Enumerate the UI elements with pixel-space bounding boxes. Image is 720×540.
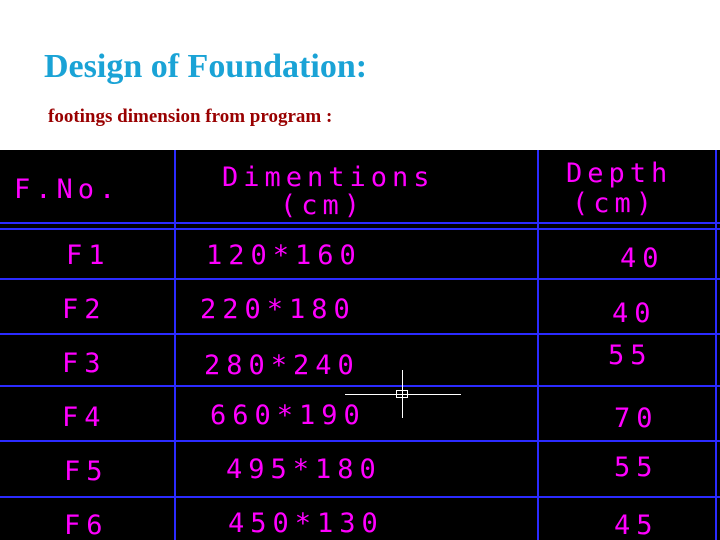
row-divider: [0, 228, 720, 230]
row-f1-depth: 40: [620, 243, 665, 274]
column-divider: [715, 150, 717, 540]
slide-title: Design of Foundation:: [44, 48, 368, 85]
crosshair-pickbox-icon: [396, 390, 408, 398]
row-divider: [0, 333, 720, 335]
cad-table-screenshot: [0, 150, 720, 540]
row-divider: [0, 440, 720, 442]
row-divider: [0, 278, 720, 280]
row-f4-fno: F4: [62, 402, 107, 433]
column-divider: [537, 150, 539, 540]
row-f4-dimensions: 660*190: [210, 400, 366, 431]
row-f6-fno: F6: [64, 510, 109, 540]
row-f2-fno: F2: [62, 294, 107, 325]
row-f1-dimensions: 120*160: [206, 240, 362, 271]
row-f5-dimensions: 495*180: [226, 454, 382, 485]
header-depth-line1: Depth: [566, 158, 673, 189]
header-dimensions-line2: (cm): [280, 190, 366, 221]
row-f2-dimensions: 220*180: [200, 294, 356, 325]
row-f3-dimensions: 280*240: [204, 350, 360, 381]
header-depth-line2: (cm): [572, 188, 658, 219]
row-f6-dimensions: 450*130: [228, 508, 384, 539]
header-fno: F.No.: [14, 174, 121, 205]
row-f6-depth: 45: [614, 510, 659, 540]
header-divider: [0, 222, 720, 224]
header-dimensions-line1: Dimentions: [222, 162, 435, 193]
row-divider: [0, 385, 720, 387]
row-f5-depth: 55: [614, 452, 659, 483]
row-f1-fno: F1: [66, 240, 111, 271]
row-f3-depth: 55: [608, 340, 653, 371]
row-f5-fno: F5: [64, 456, 109, 487]
row-divider: [0, 496, 720, 498]
row-f4-depth: 70: [614, 403, 659, 434]
column-divider: [174, 150, 176, 540]
row-f2-depth: 40: [612, 298, 657, 329]
slide-subtitle: footings dimension from program :: [48, 106, 333, 127]
row-f3-fno: F3: [62, 348, 107, 379]
